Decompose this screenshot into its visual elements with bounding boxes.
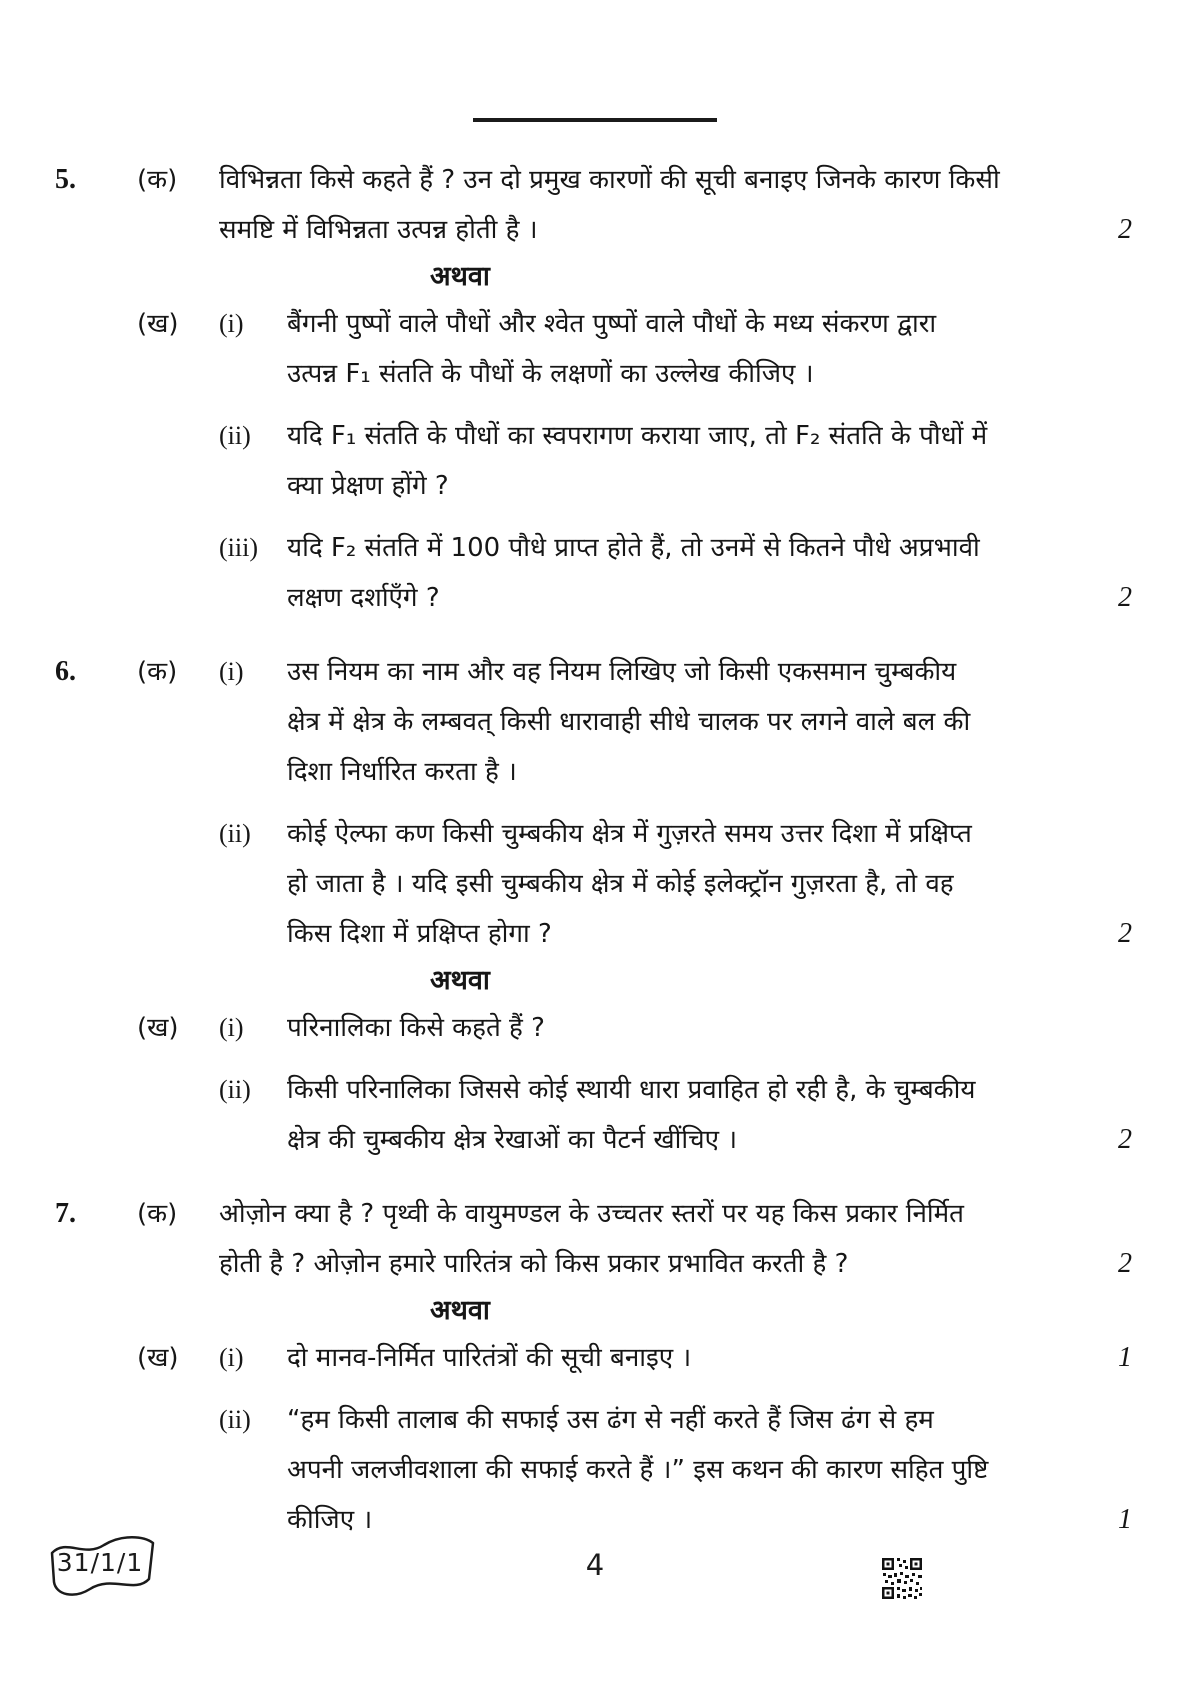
- marks-value: 1: [1118, 1504, 1132, 1535]
- question-5-part-b-ii: [55, 411, 1132, 511]
- part-label: (ख): [137, 1343, 179, 1373]
- question-line: यदि F₂ संतति में 100 पौधे प्राप्त होते हैं, तो उनमें से कितने पौधे अप्रभावी: [287, 533, 980, 563]
- question-line: परिनालिका किसे कहते हैं ?: [287, 1013, 545, 1043]
- question-number: 5.: [55, 164, 76, 195]
- question-line: बैंगनी पुष्पों वाले पौधों और श्वेत पुष्पों वाले पौधों के मध्य संकरण द्वारा: [287, 309, 937, 339]
- question-text: [287, 1003, 1012, 1053]
- question-6-part-b-i: [55, 1003, 1132, 1053]
- question-number: 6.: [55, 656, 76, 687]
- page-number: 4: [585, 1548, 605, 1582]
- paper-code: 31/1/1: [56, 1548, 144, 1577]
- subpart-label: (ii): [219, 421, 251, 450]
- question-text: [287, 1065, 1012, 1165]
- subpart-label: (i): [219, 309, 244, 338]
- section-divider-rule: [473, 118, 717, 122]
- question-7-part-a: [55, 1189, 1132, 1289]
- part-label: (ख): [137, 1013, 179, 1043]
- question-text: [287, 647, 1012, 797]
- or-label: अथवा: [430, 1295, 490, 1326]
- question-line: लक्षण दर्शाएँगे ?: [287, 583, 440, 613]
- subpart-label: (ii): [219, 1405, 251, 1434]
- question-text: [219, 155, 1012, 255]
- question-line: यदि F₁ संतति के पौधों का स्वपरागण कराया जाए, तो F₂ संतति के पौधों में: [287, 421, 988, 451]
- question-line: दिशा निर्धारित करता है ।: [287, 757, 517, 787]
- question-6: [55, 647, 1132, 1165]
- question-line: होती है ? ओज़ोन हमारे पारितंत्र को किस प्रकार प्रभावित करती है ?: [219, 1249, 849, 1279]
- marks-value: 2: [1118, 1248, 1132, 1279]
- subpart-label: (i): [219, 1343, 244, 1372]
- marks-value: 2: [1118, 918, 1132, 949]
- marks-value: 1: [1118, 1342, 1132, 1373]
- question-5: [55, 155, 1132, 623]
- question-5-part-a: [55, 155, 1132, 255]
- part-label: (क): [137, 1199, 178, 1229]
- question-text: [219, 1189, 1012, 1289]
- question-text: [287, 1395, 1012, 1545]
- marks-value: 2: [1118, 582, 1132, 613]
- subpart-label: (i): [219, 1013, 244, 1042]
- question-7: [55, 1189, 1132, 1545]
- or-separator: [55, 262, 1132, 292]
- question-5-part-b-iii: [55, 523, 1132, 623]
- or-label: अथवा: [430, 261, 490, 292]
- question-text: [287, 523, 1012, 623]
- question-line: विभिन्नता किसे कहते हैं ? उन दो प्रमुख कारणों की सूची बनाइए जिनके कारण किसी: [219, 165, 1000, 195]
- question-line: हो जाता है । यदि इसी चुम्बकीय क्षेत्र में कोई इलेक्ट्रॉन गुज़रता है, तो वह: [287, 869, 954, 899]
- question-line: उस नियम का नाम और वह नियम लिखिए जो किसी एकसमान चुम्बकीय: [287, 657, 957, 687]
- subpart-label: (ii): [219, 1075, 251, 1104]
- question-text: [287, 299, 1012, 399]
- marks-value: 2: [1118, 1124, 1132, 1155]
- question-line: किसी परिनालिका जिससे कोई स्थायी धारा प्रवाहित हो रही है, के चुम्बकीय: [287, 1075, 976, 1105]
- question-text: [287, 411, 1012, 511]
- or-separator: [55, 966, 1132, 996]
- marks-value: 2: [1118, 214, 1132, 245]
- question-line: क्या प्रेक्षण होंगे ?: [287, 471, 449, 501]
- subpart-label: (iii): [219, 533, 258, 562]
- or-separator: [55, 1296, 1132, 1326]
- question-text: [287, 1333, 1012, 1383]
- question-line: दो मानव-निर्मित पारितंत्रों की सूची बनाइए ।: [287, 1343, 692, 1373]
- question-line: किस दिशा में प्रक्षिप्त होगा ?: [287, 919, 552, 949]
- question-7-part-b-i: [55, 1333, 1132, 1383]
- question-line: कीजिए ।: [287, 1505, 373, 1535]
- question-6-part-a-ii: [55, 809, 1132, 959]
- question-number: 7.: [55, 1198, 76, 1229]
- question-line: क्षेत्र में क्षेत्र के लम्बवत् किसी धारावाही सीधे चालक पर लगने वाले बल की: [287, 707, 971, 737]
- subpart-label: (ii): [219, 819, 251, 848]
- question-7-part-b-ii: [55, 1395, 1132, 1545]
- qr-code-icon: [881, 1556, 923, 1605]
- questions-area: [0, 155, 1190, 1545]
- question-line: अपनी जलजीवशाला की सफाई करते हैं ।” इस कथन की कारण सहित पुष्टि: [287, 1455, 989, 1485]
- question-5-part-b-i: [55, 299, 1132, 399]
- question-line: कोई ऐल्फा कण किसी चुम्बकीय क्षेत्र में गुज़रते समय उत्तर दिशा में प्रक्षिप्त: [287, 819, 972, 849]
- question-line: क्षेत्र की चुम्बकीय क्षेत्र रेखाओं का पैटर्न खींचिए ।: [287, 1125, 738, 1155]
- question-text: [287, 809, 1012, 959]
- or-label: अथवा: [430, 965, 490, 996]
- subpart-label: (i): [219, 657, 244, 686]
- question-line: ओज़ोन क्या है ? पृथ्वी के वायुमण्डल के उच्चतर स्तरों पर यह किस प्रकार निर्मित: [219, 1199, 965, 1229]
- question-6-part-a-i: [55, 647, 1132, 797]
- question-line: समष्टि में विभिन्नता उत्पन्न होती है ।: [219, 215, 538, 245]
- question-line: उत्पन्न F₁ संतति के पौधों के लक्षणों का उल्लेख कीजिए ।: [287, 359, 814, 389]
- part-label: (क): [137, 165, 178, 195]
- part-label: (ख): [137, 309, 179, 339]
- question-6-part-b-ii: [55, 1065, 1132, 1165]
- part-label: (क): [137, 657, 178, 687]
- question-line: “हम किसी तालाब की सफाई उस ढंग से नहीं करते हैं जिस ढंग से हम: [287, 1405, 934, 1435]
